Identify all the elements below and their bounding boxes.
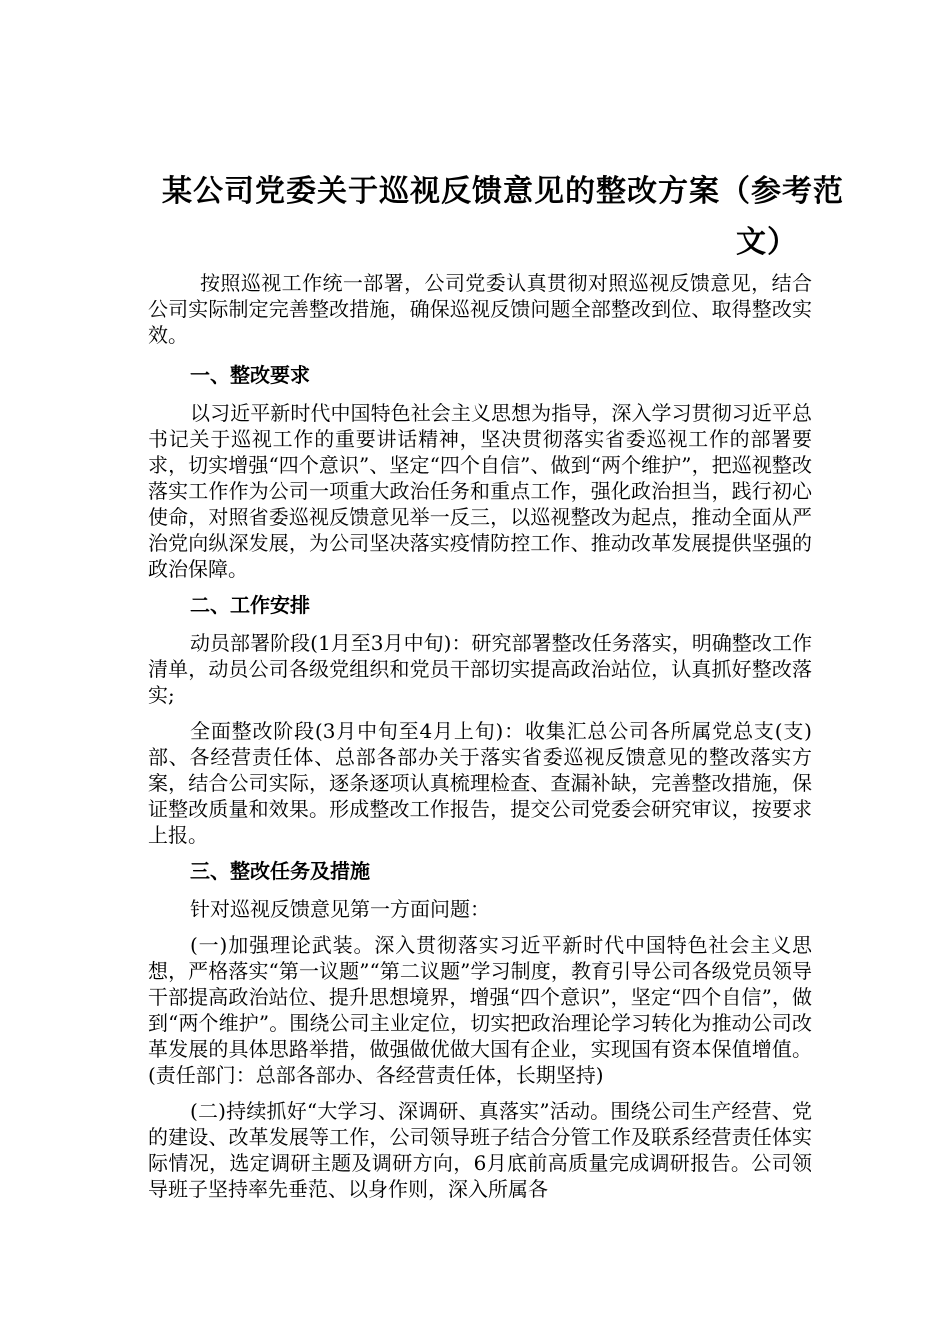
document-title-line1: 某公司党委关于巡视反馈意见的整改方案（参考范 [162, 174, 844, 209]
section3-paragraph-3: (二)持续抓好“大学习、深调研、真落实”活动。围绕公司生产经营、党的建设、改革发展等工作，公司领导班子结合分管工作及联系经营责任体实际情况，选定调研主题及调研方向，6月底前高质量完成调研报告。公司领导班子坚持率先垂范、以身作则，深入所属各 [148, 1099, 812, 1201]
section3-heading: 三、整改任务及措施 [190, 859, 370, 883]
section1-paragraph: 以习近平新时代中国特色社会主义思想为指导，深入学习贯彻习近平总书记关于巡视工作的重要讲话精神，坚决贯彻落实省委巡视工作的部署要求，切实增强“四个意识”、坚定“四个自信”、做到“两个维护”，把巡视整改落实工作作为公司一项重大政治任务和重点工作，强化政治担当，践行初心使命，对照省委巡视反馈意见举一反三，以巡视整改为起点，推动全面从严治党向纵深发展，为公司坚决落实疫情防控工作、推动改革发展提供坚强的政治保障。 [148, 401, 812, 581]
section1-heading: 一、整改要求 [190, 363, 310, 387]
section2-heading: 二、工作安排 [190, 593, 310, 617]
section3-paragraph-2: (一)加强理论武装。深入贯彻落实习近平新时代中国特色社会主义思想，严格落实“第一议题”“第二议题”学习制度，教育引导公司各级党员领导干部提高政治站位、提升思想境界，增强“四个意识”，坚定“四个自信”，做到“两个维护”。围绕公司主业定位，切实把政治理论学习转化为推动公司改革发展的具体思路举措，做强做优做大国有企业，实现国有资本保值增值。(责任部门：总部各部办、各经营责任体，长期坚持) [148, 933, 812, 1087]
section2-paragraph-2: 全面整改阶段(3月中旬至4月上旬)：收集汇总公司各所属党总支(支)部、各经营责任体、总部各部办关于落实省委巡视反馈意见的整改落实方案，结合公司实际，逐条逐项认真梳理检查、查漏补缺，完善整改措施，保证整改质量和效果。形成整改工作报告，提交公司党委会研究审议，按要求上报。 [148, 719, 812, 847]
intro-paragraph: 按照巡视工作统一部署，公司党委认真贯彻对照巡视反馈意见，结合公司实际制定完善整改措施，确保巡视反馈问题全部整改到位、取得整改实效。 [148, 271, 812, 347]
section2-paragraph-1: 动员部署阶段(1月至3月中旬)：研究部署整改任务落实，明确整改工作清单，动员公司各级党组织和党员干部切实提高政治站位，认真抓好整改落实; [148, 631, 812, 707]
document-body [148, 270, 812, 1212]
section3-paragraph-1: 针对巡视反馈意见第一方面问题： [190, 897, 490, 921]
document-title-line2: 文） [736, 225, 798, 260]
